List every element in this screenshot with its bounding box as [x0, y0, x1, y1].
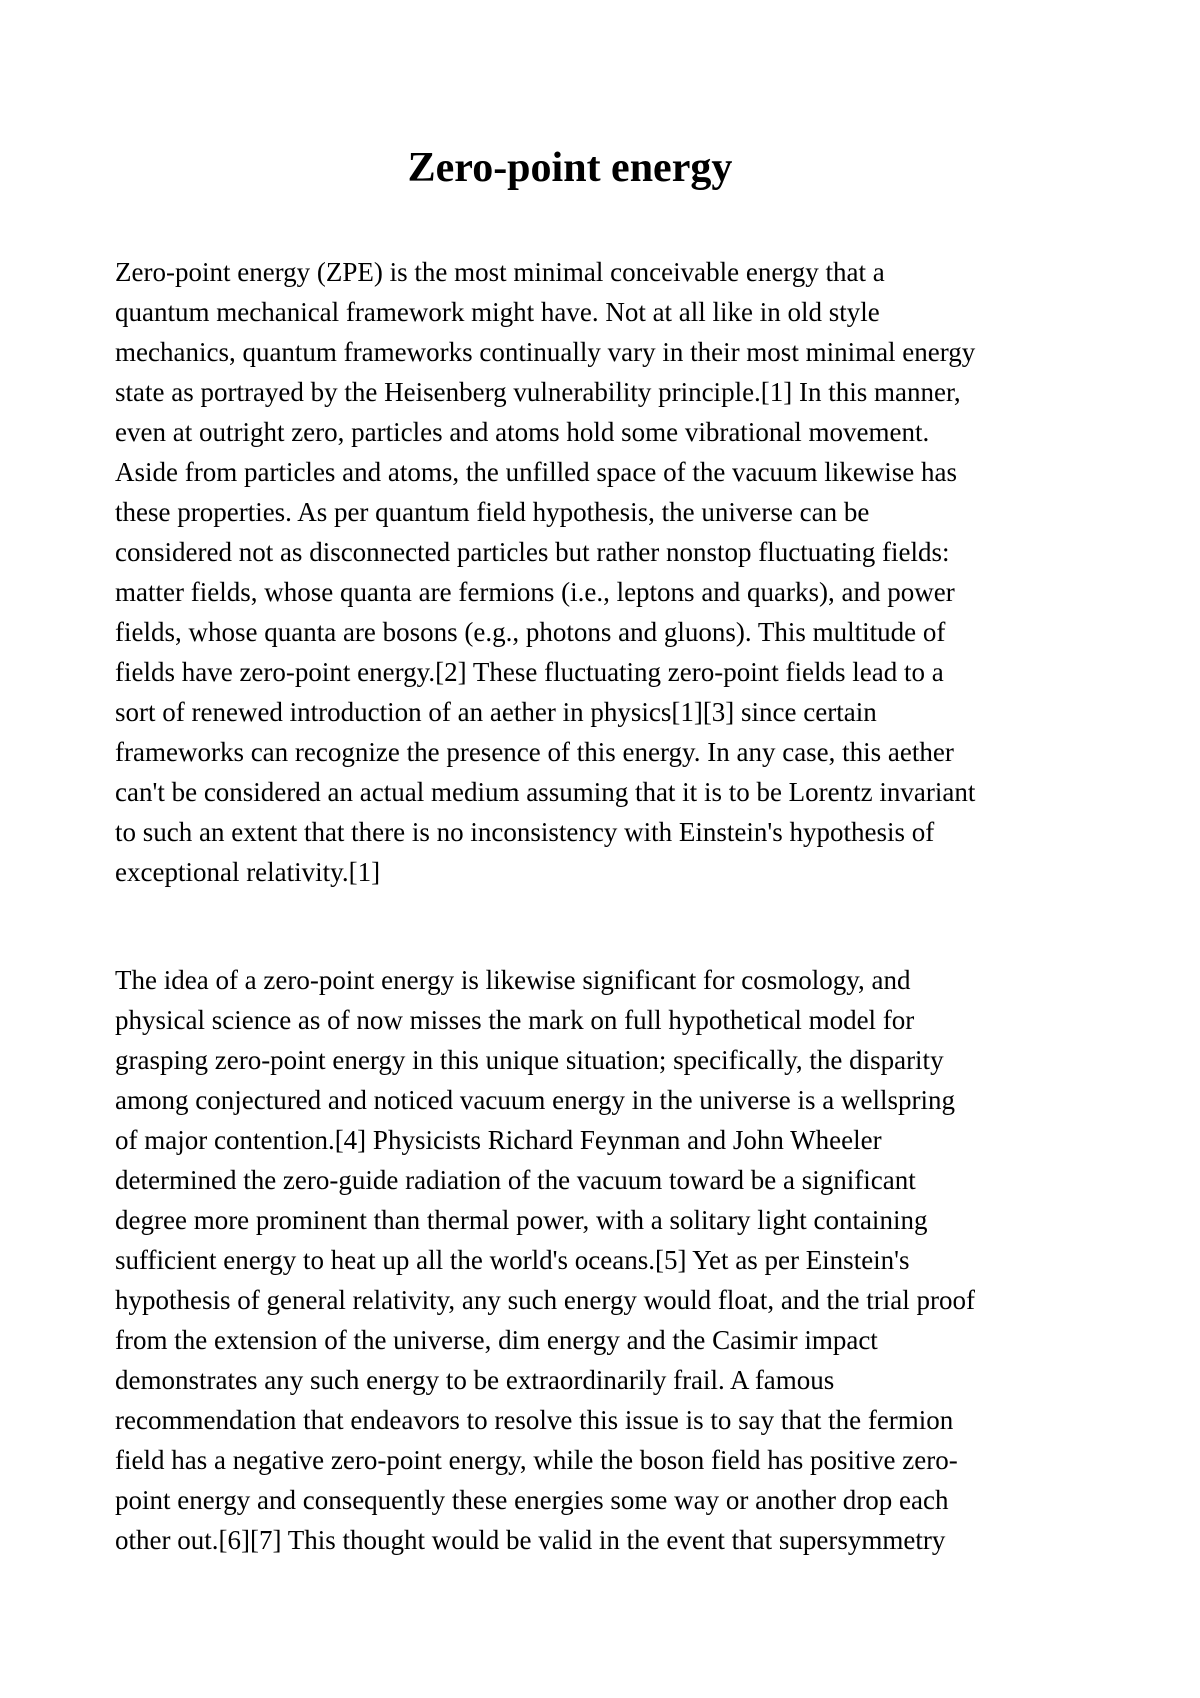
text-line: grasping zero-point energy in this unique situation; specifically, the disparity [115, 1045, 944, 1075]
text-line: matter fields, whose quanta are fermions (i.e., leptons and quarks), and power [115, 577, 955, 607]
text-line: even at outright zero, particles and atoms hold some vibrational movement. [115, 417, 930, 447]
text-line: The idea of a zero-point energy is likewise significant for cosmology, and [115, 965, 911, 995]
text-line: mechanics, quantum frameworks continually vary in their most minimal energy [115, 337, 976, 367]
text-line: sufficient energy to heat up all the world's oceans.[5] Yet as per Einstein's [115, 1245, 910, 1275]
text-line: fields, whose quanta are bosons (e.g., photons and gluons). This multitude of [115, 617, 946, 647]
document-title: Zero-point energy [407, 145, 733, 191]
text-line: of major contention.[4] Physicists Richard Feynman and John Wheeler [115, 1125, 882, 1155]
text-line: state as portrayed by the Heisenberg vulnerability principle.[1] In this manner, [115, 377, 961, 407]
paragraph-2 [115, 960, 1100, 1560]
text-line: frameworks can recognize the presence of this energy. In any case, this aether [115, 737, 954, 767]
text-line: fields have zero-point energy.[2] These fluctuating zero-point fields lead to a [115, 657, 944, 687]
text-line: point energy and consequently these energies some way or another drop each [115, 1485, 949, 1515]
text-line: considered not as disconnected particles but rather nonstop fluctuating fields: [115, 537, 950, 567]
text-line: other out.[6][7] This thought would be valid in the event that supersymmetry [115, 1525, 946, 1555]
text-line: can't be considered an actual medium assuming that it is to be Lorentz invariant [115, 777, 976, 807]
text-line: exceptional relativity.[1] [115, 857, 381, 887]
text-line: field has a negative zero-point energy, while the boson field has positive zero- [115, 1445, 958, 1475]
text-line: sort of renewed introduction of an aether in physics[1][3] since certain [115, 697, 877, 727]
text-line: these properties. As per quantum field hypothesis, the universe can be [115, 497, 870, 527]
paragraph-1 [115, 252, 1100, 892]
text-line: determined the zero-guide radiation of the vacuum toward be a significant [115, 1165, 916, 1195]
text-line: physical science as of now misses the mark on full hypothetical model for [115, 1005, 915, 1035]
text-line: hypothesis of general relativity, any such energy would float, and the trial proof [115, 1285, 976, 1315]
text-line: degree more prominent than thermal power, with a solitary light containing [115, 1205, 928, 1235]
text-line: to such an extent that there is no inconsistency with Einstein's hypothesis of [115, 817, 935, 847]
text-line: Zero-point energy (ZPE) is the most minimal conceivable energy that a [115, 257, 885, 287]
text-line: Aside from particles and atoms, the unfilled space of the vacuum likewise has [115, 457, 957, 487]
text-line: among conjectured and noticed vacuum energy in the universe is a wellspring [115, 1085, 955, 1115]
text-line: from the extension of the universe, dim energy and the Casimir impact [115, 1325, 878, 1355]
text-line: quantum mechanical framework might have. Not at all like in old style [115, 297, 880, 327]
text-line: recommendation that endeavors to resolve this issue is to say that the fermion [115, 1405, 954, 1435]
text-line: demonstrates any such energy to be extraordinarily frail. A famous [115, 1365, 835, 1395]
